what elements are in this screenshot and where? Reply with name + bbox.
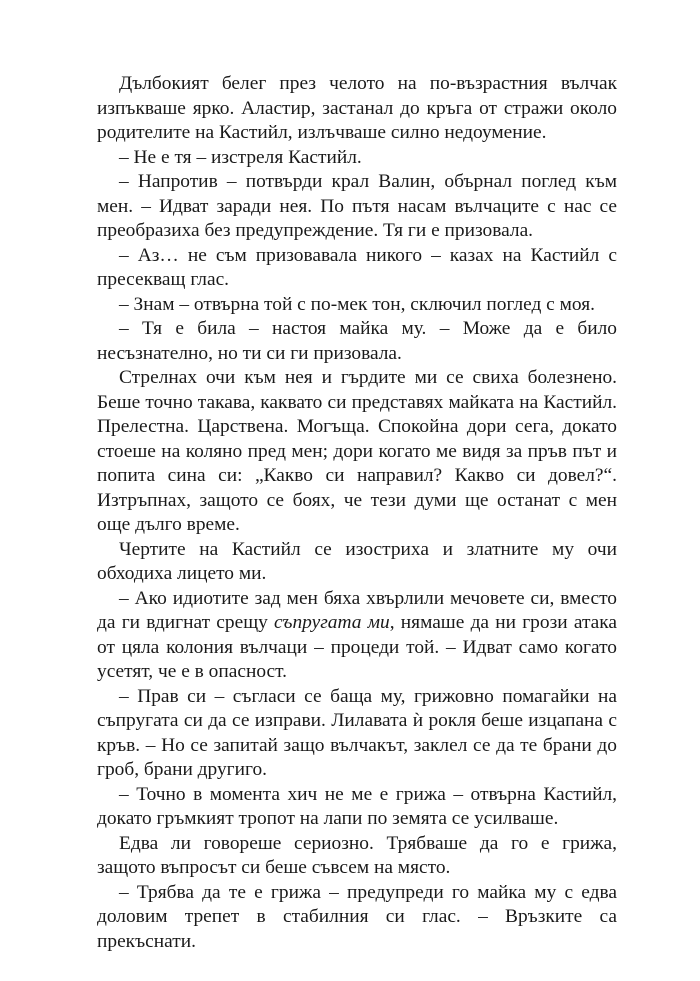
text-run: – Аз… не съм призовавала никого – казах на Кастийл с пресекващ глас. [97, 244, 617, 290]
paragraph [97, 832, 617, 881]
text-run: – Тя е била – настоя майка му. – Може да е било несъзнателно, но ти си ги призовала. [97, 318, 617, 364]
text-run: Едва ли говореше сериозно. Трябваше да го е грижа, защото въпросът си беше съвсем на място. [97, 832, 617, 878]
text-run: – Прав си – съгласи се баща му, грижовно помагайки на съпругата си да се изправи. Лилавата ѝ рокля беше изцапана с кръв. – Но се запитай защо вълчакът, заклел се да те брани до гроб, брани другиго. [97, 685, 617, 780]
paragraph [97, 366, 617, 538]
paragraph [97, 146, 617, 171]
paragraph [97, 881, 617, 955]
paragraph [97, 587, 617, 685]
text-run: Стрелнах очи към нея и гърдите ми се свиха болезнено. Беше точно такава, каквато си представях майката на Кастийл. Прелестна. Царствена. Могъща. Спокойна дори сега, докато стоеше на коляно пред мен; дори когато ме видя за пръв път и попита сина си: „Какво си направил? Какво си довел?“. Изтръпнах, защото се боях, че тези думи ще останат с мен още дълго време. [97, 367, 617, 535]
paragraph [97, 170, 617, 244]
text-run: – Ако идиотите зад мен бяха хвърлили мечовете си, вместо да ги вдигнат срещу [97, 587, 617, 633]
paragraph [97, 293, 617, 318]
italic-text-run: съпругата ми [274, 612, 390, 633]
paragraph [97, 244, 617, 293]
text-run: Чертите на Кастийл се изостриха и златните му очи обходиха лицето ми. [97, 538, 617, 584]
text-run: – Точно в момента хич не ме е грижа – отвърна Кастийл, докато гръмкият тропот на лапи по земята се усилваше. [97, 783, 617, 829]
text-run: – Напротив – потвърди крал Валин, обърнал поглед към мен. – Идват заради нея. По пътя насам вълчаците с нас се преобразиха без предупреждение. Тя ги е призовала. [97, 171, 617, 241]
paragraph [97, 783, 617, 832]
paragraph [97, 72, 617, 146]
body-text [97, 72, 617, 954]
text-run: – Трябва да те е грижа – предупреди го майка му с едва доловим трепет в стабилния си глас. – Връзките са прекъснати. [97, 881, 617, 952]
text-run: , нямаше да ни грози атака от цяла колония вълчаци – процеди той. – Идват само когато усетят, че е в опасност. [97, 612, 617, 682]
paragraph [97, 538, 617, 587]
text-run: Дълбокият белег през челото на по-възрастния вълчак изпъкваше ярко. Аластир, застанал до кръга от стражи около родителите на Кастийл, излъчваше силно недоумение. [97, 73, 617, 143]
paragraph [97, 685, 617, 783]
text-run: – Знам – отвърна той с по-мек тон, сключил поглед с моя. [119, 293, 595, 315]
text-run: – Не е тя – изстреля Кастийл. [119, 146, 362, 168]
paragraph [97, 317, 617, 366]
